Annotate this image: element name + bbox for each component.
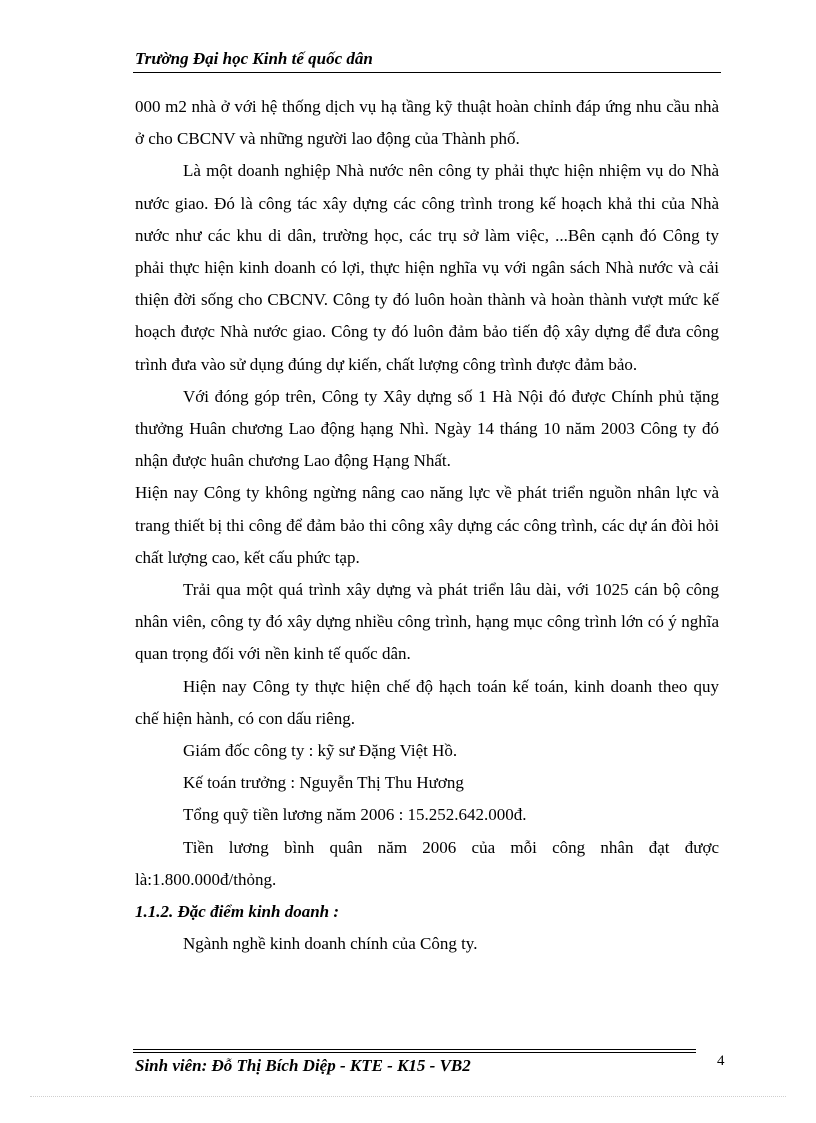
paragraph-awards: Với đóng góp trên, Công ty Xây dựng số 1 Hà Nội đó được Chính phủ tặng thưởng Huân chương Lao động hạng Nhì. Ngày 14 tháng 10 năm 2003 Công ty đó nhận được huân chương Lao động Hạng Nhất. xyxy=(135,386,719,471)
payroll-line: Tổng quỹ tiền lương năm 2006 : 15.252.642.000đ. xyxy=(183,805,527,825)
page-bottom-dotted-line xyxy=(30,1096,786,1097)
header-rule xyxy=(133,72,721,73)
footer-student-info: Sinh viên: Đỗ Thị Bích Diệp - KTE - K15 - VB2 xyxy=(135,1056,471,1075)
average-salary-line: Tiền lương bình quân năm 2006 của mỗi công nhân đạt được là:1.800.000đ/thỏng. xyxy=(135,837,719,889)
page-header-title: Trường Đại học Kinh tế quốc dân xyxy=(135,49,373,68)
paragraph-capacity: Hiện nay Công ty không ngừng nâng cao năng lực về phát triển nguồn nhân lực và trang thiết bị thi công để đảm bảo thi công xây dựng các công trình, các dự án đòi hỏi chất lượng cao, kết cấu phức tạp. xyxy=(135,483,719,567)
paragraph-duties: Là một doanh nghiệp Nhà nước nên công ty phải thực hiện nhiệm vụ do Nhà nước giao. Đó là công tác xây dựng các công trình trong kế hoạch khả thi của Nhà nước như các khu di dân, trường học, các trụ sở làm việc, ...Bên cạnh đó Công ty phải thực hiện kinh doanh có lợi, thực hiện nghĩa vụ với ngân sách Nhà nước và cải thiện đời sống cho CBCNV. Công ty đó luôn hoàn thành và hoàn thành vượt mức kế hoạch được Nhà nước giao. Công ty đó luôn đảm bảo tiến độ xây dựng để đưa công trình đưa vào sử dụng đúng dự kiến, chất lượng công trình được đảm bảo. xyxy=(135,161,719,374)
section-heading: 1.1.2. Đặc điểm kinh doanh : xyxy=(135,902,340,922)
paragraph-accounting: Hiện nay Công ty thực hiện chế độ hạch toán kế toán, kinh doanh theo quy chế hiện hành, có con dấu riêng. xyxy=(135,676,719,728)
document-body xyxy=(135,91,719,960)
chief-accountant-line: Kế toán trưởng : Nguyễn Thị Thu Hương xyxy=(183,773,464,793)
paragraph-housing: 000 m2 nhà ở với hệ thống dịch vụ hạ tầng kỹ thuật hoàn chỉnh đáp ứng nhu cầu nhà ở cho CBCNV và những người lao động của Thành phố. xyxy=(135,97,719,149)
director-line: Giám đốc công ty : kỹ sư Đặng Việt Hồ. xyxy=(183,741,458,761)
paragraph-history: Trải qua một quá trình xây dựng và phát triển lâu dài, với 1025 cán bộ công nhân viên, công ty đó xây dựng nhiều công trình, hạng mục công trình lớn có ý nghĩa quan trọng đối với nền kinh tế quốc dân. xyxy=(135,580,719,664)
page-number: 4 xyxy=(717,1053,725,1069)
footer-rule-bottom xyxy=(133,1052,696,1053)
footer-rule-top xyxy=(133,1049,696,1050)
section-intro: Ngành nghề kinh doanh chính của Công ty. xyxy=(183,934,478,954)
